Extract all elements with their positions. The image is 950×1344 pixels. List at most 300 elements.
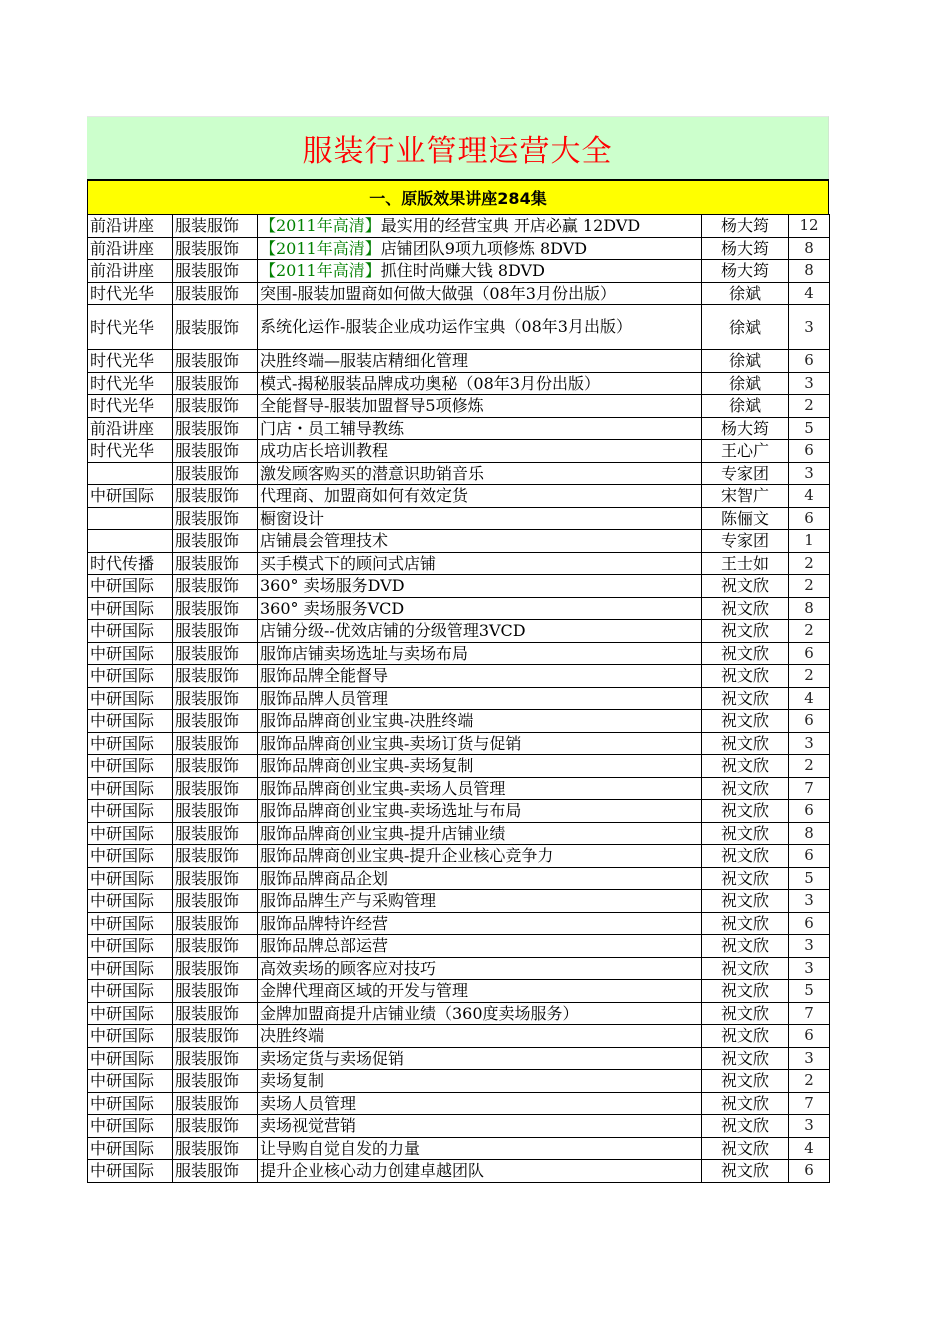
cell-source[interactable]: 时代光华: [88, 282, 173, 305]
course-title: 店铺晨会管理技术: [260, 531, 389, 551]
table-row: [88, 732, 830, 755]
course-title: 金牌加盟商提升店铺业绩（360度卖场服务）: [260, 1003, 579, 1023]
cell-source[interactable]: 中研国际: [88, 867, 173, 890]
cell-author[interactable]: 专家团: [702, 462, 789, 485]
cell-category[interactable]: 服装服饰: [173, 282, 258, 305]
cell-source[interactable]: 中研国际: [88, 1115, 173, 1138]
cell-count[interactable]: 4: [789, 1137, 830, 1160]
cell-category[interactable]: 服装服饰: [173, 890, 258, 913]
table-row: [88, 642, 830, 665]
cell-source[interactable]: 中研国际: [88, 800, 173, 823]
cell-count[interactable]: 4: [789, 282, 830, 305]
cell-author[interactable]: 祝文欣: [702, 575, 789, 598]
course-title: 店铺分级--优效店铺的分级管理3VCD: [260, 621, 526, 641]
table-row: [88, 305, 830, 350]
cell-source[interactable]: 中研国际: [88, 575, 173, 598]
cell-category[interactable]: 服装服饰: [173, 372, 258, 395]
course-title: 服饰品牌商品企划: [260, 868, 389, 888]
cell-count[interactable]: 5: [789, 867, 830, 890]
course-title: 模式-揭秘服装品牌成功奥秘（08年3月份出版）: [260, 373, 600, 393]
cell-source[interactable]: 中研国际: [88, 957, 173, 980]
table-row: [88, 867, 830, 890]
cell-source[interactable]: 前沿讲座: [88, 215, 173, 238]
cell-source[interactable]: 中研国际: [88, 935, 173, 958]
cell-author[interactable]: 祝文欣: [702, 935, 789, 958]
cell-title[interactable]: [258, 597, 702, 620]
cell-title[interactable]: [258, 800, 702, 823]
table-row: [88, 755, 830, 778]
cell-title[interactable]: [258, 620, 702, 643]
cell-source[interactable]: 中研国际: [88, 777, 173, 800]
cell-author[interactable]: 宋智广: [702, 485, 789, 508]
course-title: 店铺团队9项九项修炼 8DVD: [380, 238, 588, 258]
cell-title[interactable]: [258, 1002, 702, 1025]
cell-category[interactable]: 服装服饰: [173, 1002, 258, 1025]
cell-category[interactable]: 服装服饰: [173, 642, 258, 665]
cell-author[interactable]: 祝文欣: [702, 1160, 789, 1183]
course-title: 360° 卖场服务DVD: [260, 576, 405, 596]
cell-source[interactable]: 中研国际: [88, 710, 173, 733]
cell-count[interactable]: 3: [789, 1047, 830, 1070]
table-row: [88, 372, 830, 395]
cell-category[interactable]: 服装服饰: [173, 1092, 258, 1115]
cell-count[interactable]: 7: [789, 1002, 830, 1025]
cell-category[interactable]: 服装服饰: [173, 237, 258, 260]
table-row: [88, 710, 830, 733]
cell-source[interactable]: 时代光华: [88, 305, 173, 350]
course-title: 服饰品牌商创业宝典-决胜终端: [260, 711, 474, 731]
cell-category[interactable]: 服装服饰: [173, 845, 258, 868]
cell-count[interactable]: 3: [789, 957, 830, 980]
cell-category[interactable]: 服装服饰: [173, 1115, 258, 1138]
cell-author[interactable]: 祝文欣: [702, 1137, 789, 1160]
cell-source[interactable]: 前沿讲座: [88, 417, 173, 440]
cell-author[interactable]: 徐斌: [702, 372, 789, 395]
cell-count[interactable]: 6: [789, 507, 830, 530]
cell-count[interactable]: 5: [789, 980, 830, 1003]
cell-title[interactable]: [258, 822, 702, 845]
cell-source[interactable]: 时代光华: [88, 395, 173, 418]
cell-author[interactable]: 祝文欣: [702, 980, 789, 1003]
course-title: 提升企业核心动力创建卓越团队: [260, 1161, 485, 1181]
cell-count[interactable]: 3: [789, 305, 830, 350]
cell-source[interactable]: 中研国际: [88, 1092, 173, 1115]
cell-count[interactable]: 7: [789, 1092, 830, 1115]
cell-source[interactable]: 中研国际: [88, 665, 173, 688]
cell-count[interactable]: 8: [789, 237, 830, 260]
spreadsheet: [87, 116, 829, 1183]
cell-source[interactable]: 中研国际: [88, 597, 173, 620]
cell-title[interactable]: [258, 440, 702, 463]
cell-title[interactable]: [258, 462, 702, 485]
cell-count[interactable]: 6: [789, 1025, 830, 1048]
cell-author[interactable]: 祝文欣: [702, 1070, 789, 1093]
cell-title[interactable]: [258, 530, 702, 553]
cell-title[interactable]: [258, 755, 702, 778]
cell-count[interactable]: 2: [789, 395, 830, 418]
table-row: [88, 665, 830, 688]
cell-author[interactable]: 王士如: [702, 552, 789, 575]
cell-author[interactable]: 祝文欣: [702, 1115, 789, 1138]
cell-count[interactable]: 12: [789, 215, 830, 238]
cell-title[interactable]: [258, 957, 702, 980]
cell-title[interactable]: [258, 732, 702, 755]
cell-title[interactable]: [258, 1137, 702, 1160]
cell-title[interactable]: [258, 912, 702, 935]
cell-source[interactable]: [88, 507, 173, 530]
cell-title[interactable]: [258, 485, 702, 508]
course-title: 突围-服装加盟商如何做大做强（08年3月份出版）: [260, 283, 616, 303]
table-row: [88, 237, 830, 260]
course-title: 360° 卖场服务VCD: [260, 598, 405, 618]
cell-category[interactable]: 服装服饰: [173, 732, 258, 755]
cell-category[interactable]: 服装服饰: [173, 1025, 258, 1048]
cell-count[interactable]: 2: [789, 552, 830, 575]
cell-title[interactable]: [258, 1160, 702, 1183]
cell-count[interactable]: 6: [789, 912, 830, 935]
cell-author[interactable]: 祝文欣: [702, 687, 789, 710]
table-row: [88, 485, 830, 508]
cell-author[interactable]: 祝文欣: [702, 665, 789, 688]
cell-count[interactable]: 6: [789, 710, 830, 733]
course-title: 服饰品牌商创业宝典-卖场人员管理: [260, 778, 506, 798]
cell-count[interactable]: 4: [789, 687, 830, 710]
sheet-title: 服装行业管理运营大全: [87, 116, 829, 179]
cell-category[interactable]: 服装服饰: [173, 417, 258, 440]
cell-source[interactable]: 中研国际: [88, 822, 173, 845]
table-row: [88, 980, 830, 1003]
cell-title[interactable]: [258, 980, 702, 1003]
course-title: 橱窗设计: [260, 508, 325, 528]
cell-category[interactable]: 服装服饰: [173, 957, 258, 980]
cell-author[interactable]: 专家团: [702, 530, 789, 553]
cell-author[interactable]: 祝文欣: [702, 1002, 789, 1025]
table-row: [88, 957, 830, 980]
cell-title[interactable]: [258, 507, 702, 530]
cell-count[interactable]: 2: [789, 755, 830, 778]
course-table: [87, 214, 830, 1183]
cell-title[interactable]: [258, 1092, 702, 1115]
cell-source[interactable]: 时代光华: [88, 440, 173, 463]
cell-title[interactable]: [258, 665, 702, 688]
cell-source[interactable]: 中研国际: [88, 890, 173, 913]
cell-count[interactable]: 3: [789, 462, 830, 485]
cell-count[interactable]: 3: [789, 890, 830, 913]
cell-title[interactable]: [258, 845, 702, 868]
cell-count[interactable]: 8: [789, 597, 830, 620]
table-row: [88, 687, 830, 710]
cell-title[interactable]: [258, 777, 702, 800]
course-title: 门店・员工辅导教练: [260, 418, 405, 438]
course-title: 代理商、加盟商如何有效定货: [260, 486, 469, 506]
cell-author[interactable]: 祝文欣: [702, 890, 789, 913]
cell-title[interactable]: [258, 237, 702, 260]
cell-author[interactable]: 祝文欣: [702, 1025, 789, 1048]
course-title: 服饰品牌商创业宝典-卖场复制: [260, 756, 474, 776]
cell-category[interactable]: 服装服饰: [173, 800, 258, 823]
cell-source[interactable]: 中研国际: [88, 732, 173, 755]
cell-count[interactable]: 4: [789, 485, 830, 508]
course-title: 服饰店铺卖场选址与卖场布局: [260, 643, 469, 663]
table-row: [88, 800, 830, 823]
table-row: [88, 1092, 830, 1115]
cell-author[interactable]: 祝文欣: [702, 710, 789, 733]
table-row: [88, 282, 830, 305]
course-title: 决胜终端—服装店精细化管理: [260, 351, 469, 371]
cell-title[interactable]: [258, 395, 702, 418]
cell-count[interactable]: 6: [789, 642, 830, 665]
cell-count[interactable]: 6: [789, 440, 830, 463]
course-title: 卖场人员管理: [260, 1093, 357, 1113]
cell-title[interactable]: [258, 260, 702, 283]
cell-source[interactable]: 中研国际: [88, 620, 173, 643]
cell-author[interactable]: 陈俪文: [702, 507, 789, 530]
cell-author[interactable]: 徐斌: [702, 305, 789, 350]
cell-author[interactable]: 祝文欣: [702, 1047, 789, 1070]
cell-author[interactable]: 祝文欣: [702, 800, 789, 823]
cell-count[interactable]: 3: [789, 372, 830, 395]
table-row: [88, 845, 830, 868]
cell-author[interactable]: 徐斌: [702, 395, 789, 418]
cell-title[interactable]: [258, 687, 702, 710]
cell-author[interactable]: 徐斌: [702, 282, 789, 305]
cell-author[interactable]: 祝文欣: [702, 620, 789, 643]
cell-category[interactable]: 服装服饰: [173, 462, 258, 485]
course-title: 服饰品牌商创业宝典-卖场订货与促销: [260, 733, 522, 753]
table-row: [88, 1137, 830, 1160]
course-title: 服饰品牌人员管理: [260, 688, 389, 708]
table-row: [88, 260, 830, 283]
cell-source[interactable]: 时代光华: [88, 372, 173, 395]
cell-source[interactable]: 中研国际: [88, 1002, 173, 1025]
cell-count[interactable]: 6: [789, 800, 830, 823]
course-title: 决胜终端: [260, 1026, 325, 1046]
cell-category[interactable]: 服装服饰: [173, 822, 258, 845]
release-tag: 【2011年高清】: [260, 216, 381, 236]
cell-author[interactable]: 杨大筠: [702, 215, 789, 238]
table-row: [88, 440, 830, 463]
cell-title[interactable]: [258, 305, 702, 350]
cell-category[interactable]: 服装服饰: [173, 620, 258, 643]
cell-count[interactable]: 5: [789, 417, 830, 440]
cell-author[interactable]: 祝文欣: [702, 642, 789, 665]
table-row: [88, 462, 830, 485]
cell-author[interactable]: 祝文欣: [702, 597, 789, 620]
table-row: [88, 507, 830, 530]
cell-author[interactable]: 祝文欣: [702, 755, 789, 778]
cell-category[interactable]: 服装服饰: [173, 395, 258, 418]
cell-count[interactable]: 2: [789, 1070, 830, 1093]
cell-source[interactable]: 前沿讲座: [88, 237, 173, 260]
cell-count[interactable]: 2: [789, 665, 830, 688]
cell-category[interactable]: 服装服饰: [173, 485, 258, 508]
cell-author[interactable]: 杨大筠: [702, 260, 789, 283]
table-row: [88, 777, 830, 800]
course-title: 服饰品牌生产与采购管理: [260, 891, 437, 911]
table-row: [88, 395, 830, 418]
cell-category[interactable]: 服装服饰: [173, 260, 258, 283]
course-title: 高效卖场的顾客应对技巧: [260, 958, 437, 978]
course-title: 系统化运作-服装企业成功运作宝典（08年3月出版）: [260, 317, 632, 336]
cell-category[interactable]: 服装服饰: [173, 440, 258, 463]
course-title: 买手模式下的顾问式店铺: [260, 553, 437, 573]
table-row: [88, 890, 830, 913]
cell-source[interactable]: 中研国际: [88, 755, 173, 778]
cell-source[interactable]: 时代光华: [88, 350, 173, 373]
cell-source[interactable]: 中研国际: [88, 1047, 173, 1070]
cell-author[interactable]: 杨大筠: [702, 417, 789, 440]
course-title: 服饰品牌全能督导: [260, 666, 389, 686]
cell-title[interactable]: [258, 372, 702, 395]
cell-count[interactable]: 8: [789, 260, 830, 283]
cell-category[interactable]: 服装服饰: [173, 867, 258, 890]
cell-count[interactable]: 8: [789, 822, 830, 845]
course-title: 服饰品牌商创业宝典-卖场选址与布局: [260, 801, 522, 821]
course-title: 成功店长培训教程: [260, 441, 389, 461]
cell-title[interactable]: [258, 710, 702, 733]
cell-category[interactable]: 服装服饰: [173, 1137, 258, 1160]
cell-category[interactable]: 服装服饰: [173, 507, 258, 530]
table-row: [88, 575, 830, 598]
cell-count[interactable]: 3: [789, 1115, 830, 1138]
cell-count[interactable]: 6: [789, 350, 830, 373]
cell-title[interactable]: [258, 1115, 702, 1138]
cell-category[interactable]: 服装服饰: [173, 305, 258, 350]
course-title: 服饰品牌总部运营: [260, 936, 389, 956]
cell-category[interactable]: 服装服饰: [173, 777, 258, 800]
cell-category[interactable]: 服装服饰: [173, 935, 258, 958]
table-row: [88, 1115, 830, 1138]
cell-category[interactable]: 服装服饰: [173, 552, 258, 575]
table-row: [88, 935, 830, 958]
cell-author[interactable]: 祝文欣: [702, 957, 789, 980]
course-title: 最实用的经营宝典 开店必赢 12DVD: [380, 216, 641, 236]
cell-category[interactable]: 服装服饰: [173, 575, 258, 598]
cell-source[interactable]: 中研国际: [88, 1137, 173, 1160]
cell-title[interactable]: [258, 890, 702, 913]
cell-source[interactable]: 中研国际: [88, 1025, 173, 1048]
cell-category[interactable]: 服装服饰: [173, 1070, 258, 1093]
course-title: 金牌代理商区域的开发与管理: [260, 981, 469, 1001]
cell-title[interactable]: [258, 215, 702, 238]
cell-category[interactable]: 服装服饰: [173, 1160, 258, 1183]
cell-category[interactable]: 服装服饰: [173, 1047, 258, 1070]
cell-title[interactable]: [258, 1070, 702, 1093]
table-row: [88, 1047, 830, 1070]
cell-author[interactable]: 徐斌: [702, 350, 789, 373]
table-row: [88, 350, 830, 373]
cell-source[interactable]: 中研国际: [88, 912, 173, 935]
section-header: 一、原版效果讲座284集: [87, 179, 829, 214]
cell-category[interactable]: 服装服饰: [173, 530, 258, 553]
cell-category[interactable]: 服装服饰: [173, 597, 258, 620]
cell-source[interactable]: 中研国际: [88, 687, 173, 710]
cell-count[interactable]: 2: [789, 575, 830, 598]
cell-author[interactable]: 杨大筠: [702, 237, 789, 260]
table-row: [88, 620, 830, 643]
course-title: 卖场视觉营销: [260, 1116, 357, 1136]
table-row: [88, 912, 830, 935]
cell-author[interactable]: 祝文欣: [702, 845, 789, 868]
course-title: 全能督导-服装加盟督导5项修炼: [260, 396, 484, 416]
cell-title[interactable]: [258, 282, 702, 305]
course-title: 服饰品牌商创业宝典-提升企业核心竞争力: [260, 846, 554, 866]
cell-author[interactable]: 祝文欣: [702, 1092, 789, 1115]
cell-category[interactable]: 服装服饰: [173, 980, 258, 1003]
cell-source[interactable]: 前沿讲座: [88, 260, 173, 283]
course-title: 卖场复制: [260, 1071, 325, 1091]
table-row: [88, 215, 830, 238]
cell-category[interactable]: 服装服饰: [173, 215, 258, 238]
cell-title[interactable]: [258, 867, 702, 890]
cell-author[interactable]: 祝文欣: [702, 912, 789, 935]
course-title: 抓住时尚赚大钱 8DVD: [380, 261, 545, 281]
cell-source[interactable]: 中研国际: [88, 845, 173, 868]
cell-title[interactable]: [258, 642, 702, 665]
cell-author[interactable]: 王心广: [702, 440, 789, 463]
course-title: 让导购自觉自发的力量: [260, 1138, 421, 1158]
table-row: [88, 1025, 830, 1048]
cell-category[interactable]: 服装服饰: [173, 687, 258, 710]
cell-title[interactable]: [258, 417, 702, 440]
cell-title[interactable]: [258, 1025, 702, 1048]
release-tag: 【2011年高清】: [260, 261, 381, 281]
table-row: [88, 417, 830, 440]
cell-source[interactable]: 中研国际: [88, 1160, 173, 1183]
cell-count[interactable]: 7: [789, 777, 830, 800]
cell-author[interactable]: 祝文欣: [702, 732, 789, 755]
cell-title[interactable]: [258, 552, 702, 575]
cell-count[interactable]: 6: [789, 1160, 830, 1183]
cell-count[interactable]: 1: [789, 530, 830, 553]
cell-author[interactable]: 祝文欣: [702, 867, 789, 890]
cell-count[interactable]: 3: [789, 935, 830, 958]
table-row: [88, 822, 830, 845]
course-title: 卖场定货与卖场促销: [260, 1048, 405, 1068]
cell-source[interactable]: [88, 530, 173, 553]
cell-category[interactable]: 服装服饰: [173, 755, 258, 778]
table-row: [88, 1070, 830, 1093]
cell-count[interactable]: 3: [789, 732, 830, 755]
cell-source[interactable]: 中研国际: [88, 1070, 173, 1093]
table-row: [88, 530, 830, 553]
table-row: [88, 1160, 830, 1183]
cell-title[interactable]: [258, 350, 702, 373]
cell-category[interactable]: 服装服饰: [173, 710, 258, 733]
cell-source[interactable]: 中研国际: [88, 485, 173, 508]
cell-source[interactable]: 中研国际: [88, 642, 173, 665]
course-title: 服饰品牌特许经营: [260, 913, 389, 933]
cell-source[interactable]: 时代传播: [88, 552, 173, 575]
course-title: 激发顾客购买的潜意识助销音乐: [260, 463, 485, 483]
cell-title[interactable]: [258, 1047, 702, 1070]
table-row: [88, 597, 830, 620]
release-tag: 【2011年高清】: [260, 238, 381, 258]
cell-author[interactable]: 祝文欣: [702, 822, 789, 845]
cell-count[interactable]: 2: [789, 620, 830, 643]
cell-category[interactable]: 服装服饰: [173, 665, 258, 688]
course-title: 服饰品牌商创业宝典-提升店铺业绩: [260, 823, 506, 843]
cell-count[interactable]: 6: [789, 845, 830, 868]
cell-author[interactable]: 祝文欣: [702, 777, 789, 800]
cell-title[interactable]: [258, 935, 702, 958]
cell-category[interactable]: 服装服饰: [173, 912, 258, 935]
cell-source[interactable]: 中研国际: [88, 980, 173, 1003]
cell-title[interactable]: [258, 575, 702, 598]
cell-source[interactable]: [88, 462, 173, 485]
table-row: [88, 552, 830, 575]
cell-category[interactable]: 服装服饰: [173, 350, 258, 373]
